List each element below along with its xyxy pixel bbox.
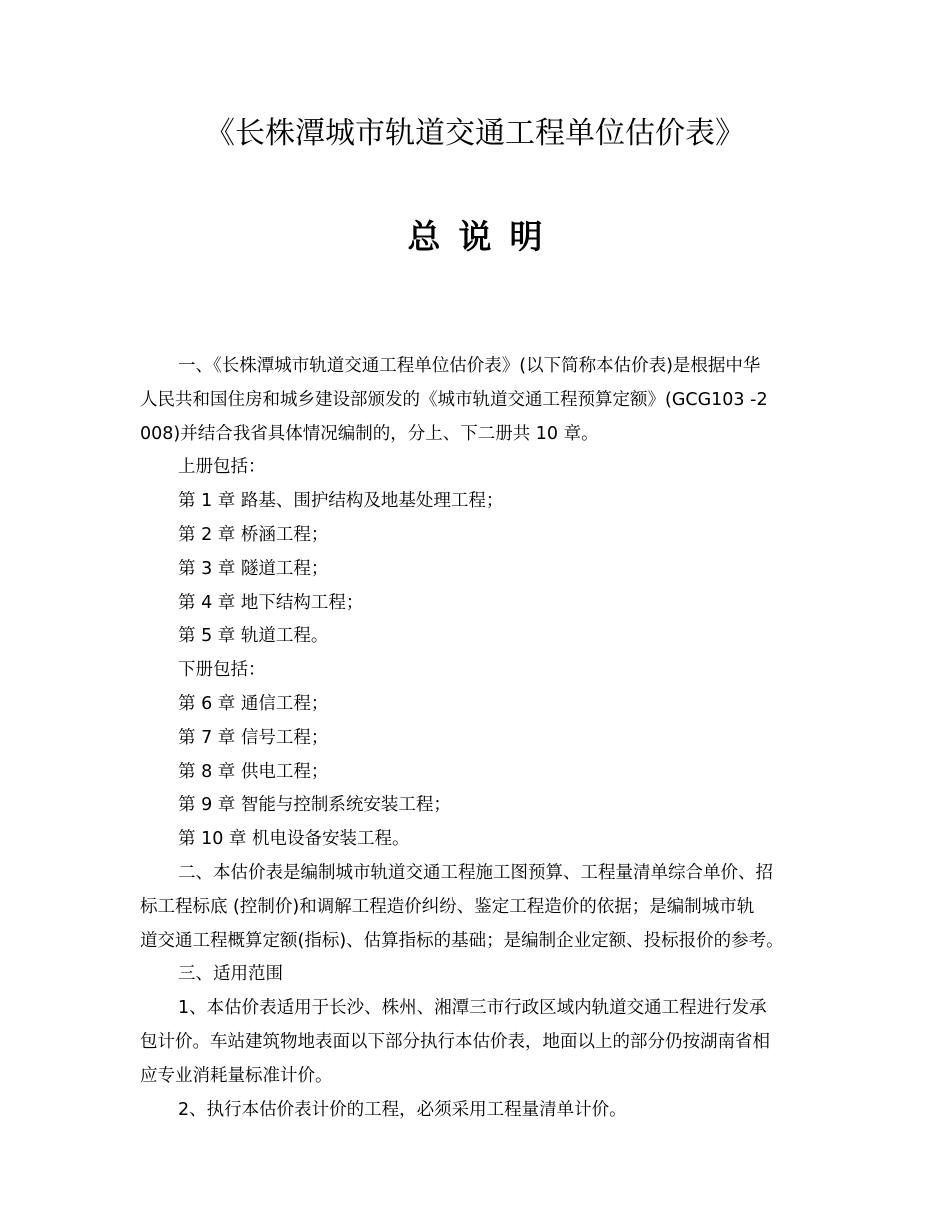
chapter-item: 第 9 章 智能与控制系统安装工程； bbox=[178, 795, 451, 816]
section-label: 三、适用范围 bbox=[178, 964, 283, 985]
paragraph-line: 1、本估价表适用于长沙、株州、湘潭三市行政区域内轨道交通工程进行发承 bbox=[178, 998, 767, 1019]
paragraph-line: 包计价。车站建筑物地表面以下部分执行本估价表，地面以上的部分仍按湖南省相 bbox=[140, 1031, 770, 1052]
document-title: 《长株潭城市轨道交通工程单位估价表》 bbox=[205, 116, 745, 151]
paragraph-line: 应专业消耗量标准计价。 bbox=[140, 1065, 333, 1086]
chapter-item: 第 5 章 轨道工程。 bbox=[178, 626, 329, 647]
paragraph-line: 二、本估价表是编制城市轨道交通工程施工图预算、工程量清单综合单价、招 bbox=[178, 862, 773, 883]
paragraph-line: 一、《长株潭城市轨道交通工程单位估价表》(以下简称本估价表)是根据中华 bbox=[178, 356, 761, 376]
chapter-item: 第 7 章 信号工程； bbox=[178, 727, 329, 748]
chapter-item: 第 1 章 路基、围护结构及地基处理工程； bbox=[178, 491, 504, 512]
volume-label: 上册包括： bbox=[178, 457, 266, 478]
document-body bbox=[140, 350, 820, 1127]
chapter-item: 第 6 章 通信工程； bbox=[178, 693, 329, 714]
chapter-item: 第 2 章 桥涵工程； bbox=[178, 524, 329, 545]
paragraph-line: 2、执行本估价表计价的工程，必须采用工程量清单计价。 bbox=[178, 1099, 627, 1120]
paragraph-line: 道交通工程概算定额(指标)、估算指标的基础；是编制企业定额、投标报价的参考。 bbox=[140, 930, 784, 951]
volume-label: 下册包括： bbox=[178, 660, 266, 681]
paragraph-line: 标工程标底 (控制价)和调解工程造价纠纷、鉴定工程造价的依据；是编制城市轨 bbox=[140, 896, 755, 917]
chapter-item: 第 4 章 地下结构工程； bbox=[178, 592, 364, 613]
paragraph-line: 人民共和国住房和城乡建设部颁发的《城市轨道交通工程预算定额》(GCG103 -2 bbox=[140, 389, 768, 410]
chapter-item: 第 8 章 供电工程； bbox=[178, 761, 329, 782]
chapter-item: 第 3 章 隧道工程； bbox=[178, 558, 329, 579]
section-heading: 总说明 bbox=[407, 217, 561, 256]
paragraph-line: 008)并结合我省具体情况编制的，分上、下二册共 10 章。 bbox=[140, 423, 599, 444]
chapter-item: 第 10 章 机电设备安装工程。 bbox=[178, 829, 410, 850]
